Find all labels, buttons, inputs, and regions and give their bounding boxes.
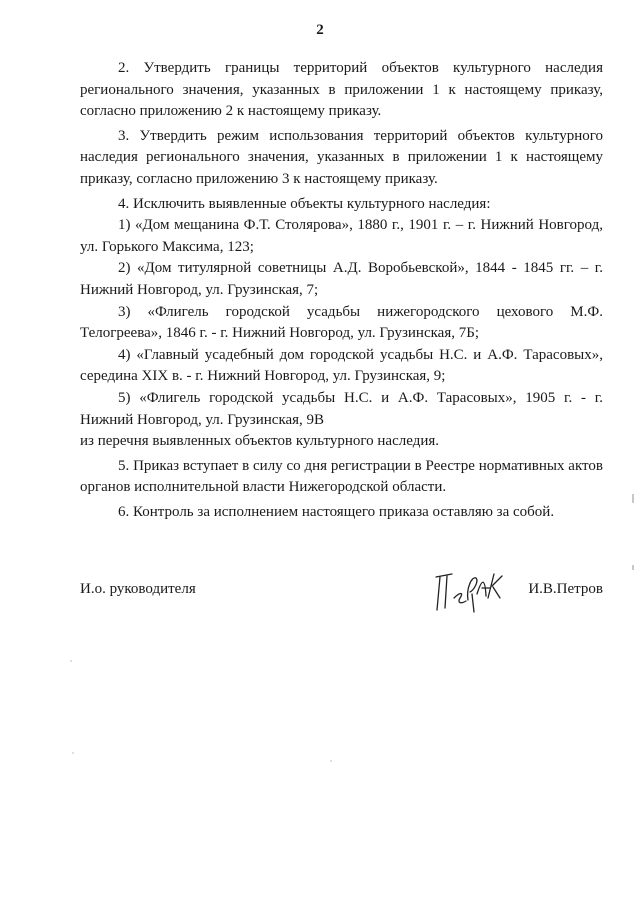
signature-block <box>80 576 603 626</box>
page-number: 2 <box>316 22 324 38</box>
list-item-4: 4) «Главный усадебный дом городской усадьбы Н.С. и А.Ф. Тарасовых», середина XIX в. - г. Нижний Новгород, ул. Грузинская, 9; <box>80 346 603 385</box>
paragraph-3: 3. Утвердить режим использования территорий объектов культурного наследия регионального значения, указанных в приложении 1 к настоящему приказу, согласно приложению 3 к настоящему приказу. <box>80 127 603 187</box>
scan-edge-mark <box>632 494 634 503</box>
paragraph-2: 2. Утвердить границы территорий объектов культурного наследия регионального значения, указанных в приложении 1 к настоящему приказу, согласно приложению 2 к настоящему приказу. <box>80 60 603 120</box>
paragraph-5: 5. Приказ вступает в силу со дня регистрации в Реестре нормативных актов органов исполнительной власти Нижегородской области. <box>80 457 603 496</box>
list-item-1: 1) «Дом мещанина Ф.Т. Столярова», 1880 г., 1901 г. – г. Нижний Новгород, ул. Горького Максима, 123; <box>80 217 603 255</box>
paragraph-4: 4. Исключить выявленные объекты культурного наследия: <box>118 195 491 212</box>
list-item-2: 2) «Дом титулярной советницы А.Д. Воробьевской», 1844 - 1845 гг. – г. Нижний Новгород, ул. Грузинская, 7; <box>80 260 603 298</box>
list-item-3: 3) «Флигель городской усадьбы нижегородского цехового М.Ф. Телогреева», 1846 г. - г. Нижний Новгород, ул. Грузинская, 7Б; <box>80 303 603 342</box>
scan-edge-mark <box>632 565 634 570</box>
scan-speck <box>330 760 332 762</box>
paragraph-4-tail: из перечня выявленных объектов культурного наследия. <box>80 433 439 450</box>
paragraph-6: 6. Контроль за исполнением настоящего приказа оставляю за собой. <box>118 503 555 520</box>
signatory-position: И.о. руководителя <box>80 581 196 597</box>
document-body <box>80 58 603 523</box>
list-item-5: 5) «Флигель городской усадьбы Н.С. и А.Ф. Тарасовых», 1905 г. - г. Нижний Новгород, ул. Грузинская, 9В <box>80 389 603 428</box>
handwritten-signature <box>430 568 506 618</box>
scan-speck <box>70 660 72 662</box>
scan-speck <box>72 752 74 754</box>
signatory-name: И.В.Петров <box>528 581 603 597</box>
